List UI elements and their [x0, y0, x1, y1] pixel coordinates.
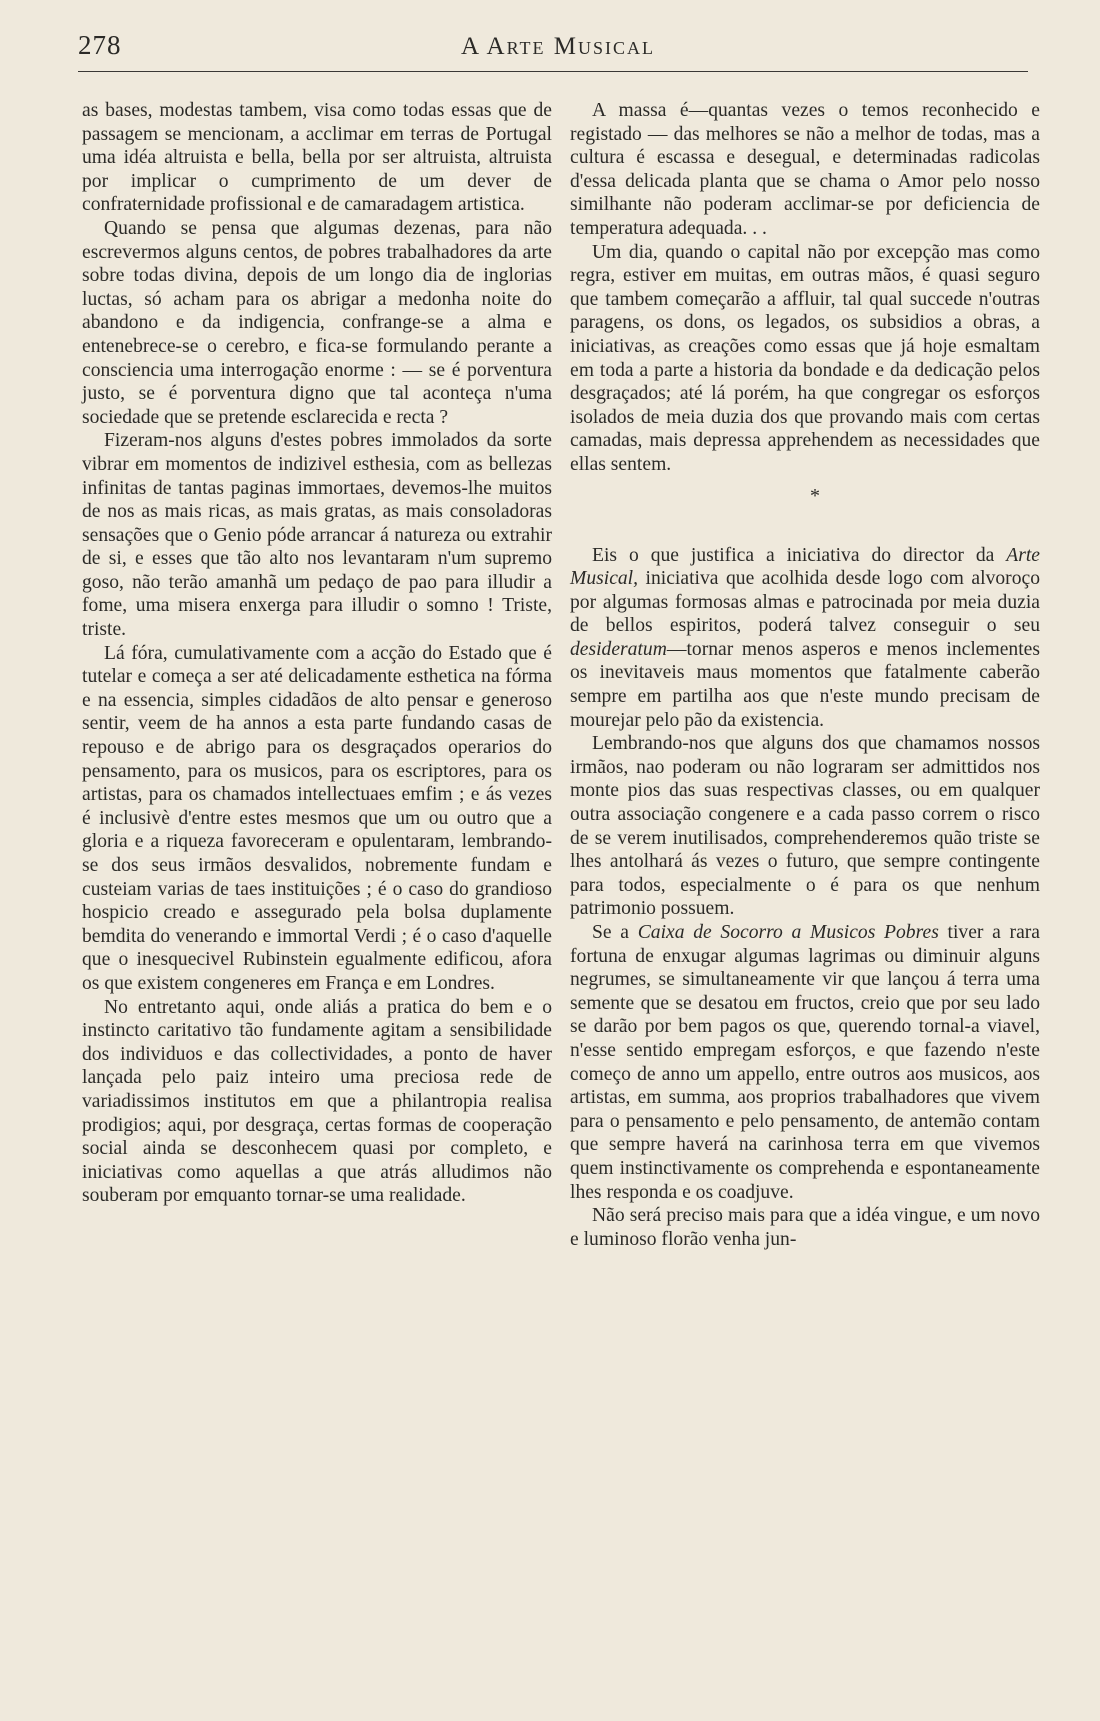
paragraph: as bases, modestas tambem, visa como todas essas que de passagem se mencionam, a acclimar em terras de Portugal uma idéa altruista e bella, bella por ser altruista, altruista por implicar o cumprimento de um dever de confraternidade profissional e de camaradagem artistica. — [82, 100, 552, 216]
paragraph: Fizeram-nos alguns d'estes pobres immolados da sorte vibrar em momentos de indizivel esthesia, com as bellezas infinitas de tantas paginas immortaes, devemos-lhe muitos de nos as mais ricas, as mais gratas, as mais consoladoras sensações que o Genio póde arrancar á natureza ou extrahir de si, e esses que tão alto nos levantaram n'um supremo goso, não terão amanhã um pedaço de pao para illudir a fome, uma misera enxerga para illudir o somno ! Triste, triste. — [82, 430, 552, 641]
paragraph: Não será preciso mais para que a idéa vingue, e um novo e luminoso florão venha jun- — [570, 1205, 1040, 1250]
text-run: tiver a rara fortuna de enxugar algumas lagrimas ou diminuir alguns negrumes, se simultaneamente vir que lançou á terra uma semente que se desatou em fructos, creio que por seu lado se darão por bem pagos os que, querendo tornal-a viavel, n'esse sentido empregam esforços, e que fazendo n'este começo de anno um appello, entre outros aos musicos, aos artistas, em summa, aos proprios trabalhadores que vivem para o pensamento e pelo pensamento, de antemão contam que sempre haverá na carinhosa terra em que vivemos quem instinctivamente os comprehenda e espontaneamente lhes responda e os coadjuve. — [570, 922, 1040, 1203]
section-divider-asterisk: * — [810, 484, 820, 507]
page-number: 278 — [78, 30, 122, 60]
right-column — [570, 99, 1040, 1251]
paragraph: Um dia, quando o capital não por excepção mas como regra, estiver em muitas, em outras mãos, é quasi seguro que tambem começarão a affluir, tal qual succede n'outras paragens, os dons, os legados, os subsidios a obras, a iniciativas, as creações como essas que já hoje esmaltam em toda a parte a historia da bondade e da dedicação pelos desgraçados; até lá porém, ha que congregar os esforços isolados de meia duzia dos que provando mais com certas camadas, mais depressa apprehendem as necessidades que ellas sentem. — [570, 241, 1040, 475]
paragraph: Lá fóra, cumulativamente com a acção do Estado que é tutelar e começa a ser até delicadamente esthetica na fórma e na essencia, simples cidadãos de alto pensar e generoso sentir, veem de ha annos a esta parte fundando casas de repouso e de abrigo para os desgraçados operarios do pensamento, para os musicos, para os escriptores, para os artistas, para os chamados intellectuaes emfim ; e ás vezes é inclusivè d'entre estes mesmos que um ou outro que a gloria e a riqueza favoreceram e opulentaram, lembrando-se dos seus irmãos desvalidos, nobremente fundam e custeiam varias de taes instituições ; é o caso do grandioso hospicio creado e assegurado pela bolsa duplamente bemdita do venerando e immortal Verdi ; é o caso d'aquelle que o inesquecivel Rubinstein egualmente edificou, afora os que existem congeneres em França e em Londres. — [82, 642, 552, 994]
paragraph — [570, 921, 1040, 1204]
fund-name-italic: Caixa de Socorro a Musicos Pobres — [637, 922, 939, 943]
paragraph: Quando se pensa que algumas dezenas, para não escrevermos alguns centos, de pobres trabalhadores da arte sobre todas divina, depois de um longo dia de inglorias luctas, só acham para os abrigar a medonha noite do abandono e da indigencia, confrange-se a alma e entenebrece-se o cerebro, e fica-se formulando perante a consciencia uma interrogação enorme : — se é porventura justo, se é porventura digno que tal aconteça n'uma sociedade que se pretende esclarecida e recta ? — [82, 217, 552, 428]
page-header — [78, 30, 1028, 62]
paragraph: No entretanto aqui, onde aliás a pratica do bem e o instincto caritativo tão fundamente agitam a sensibilidade dos individuos e das collectividades, a ponto de haver lançada pelo paiz inteiro uma preciosa rede de variadissimos institutos em que a philantropia realisa prodigios; aqui, por desgraça, certas formas de cooperação social ainda se desconhecem quasi por completo, e iniciativas como aquellas a que atrás alludimos não souberam por emquanto tornar-se uma realidade. — [82, 996, 552, 1207]
text-run: —tornar menos asperos e menos inclementes os inevitaveis maus momentos que fatalmente caberão sempre em partilha aos que n'este mundo precisam de mourejar pelo pão da existencia. — [570, 638, 1040, 731]
journal-name-italic: Arte Musical, — [570, 544, 1040, 590]
text-run: iniciativa que acolhida desde logo com alvoroço por algumas formosas almas e patrocinada por meia duzia de bellos espiritos, poderá talvez conseguir o seu — [570, 568, 1040, 637]
latin-term-italic: desideratum — [570, 638, 667, 660]
paragraph: A massa é—quantas vezes o temos reconhecido e registado — das melhores se não a melhor de todas, mas a cultura é escassa e desegual, e determinadas radicolas d'essa delicada planta que se chama o Amor pelo nosso similhante não poderam acclimar-se por deficiencia de temperatura adequada. . . — [570, 100, 1040, 239]
paragraph: Lembrando-nos que alguns dos que chamamos nossos irmãos, nao poderam ou não lograram ser admittidos nos monte pios das suas respectivas classes, ou em qualquer outra associação congenere e a cada passo correm o risco de se verem inutilisados, comprehenderemos quão triste se lhes antolhará ás vezes o futuro, que sempre contingente para todos, especialmente o é para os que nenhum patrimonio possuem. — [570, 733, 1040, 920]
left-column — [82, 99, 552, 1208]
journal-title: A Arte Musical — [461, 33, 655, 60]
text-run: Eis o que justifica a iniciativa do director da — [592, 544, 1007, 566]
header-rule — [78, 71, 1028, 72]
text-run: Se a — [592, 922, 638, 943]
paragraph — [570, 544, 1040, 733]
